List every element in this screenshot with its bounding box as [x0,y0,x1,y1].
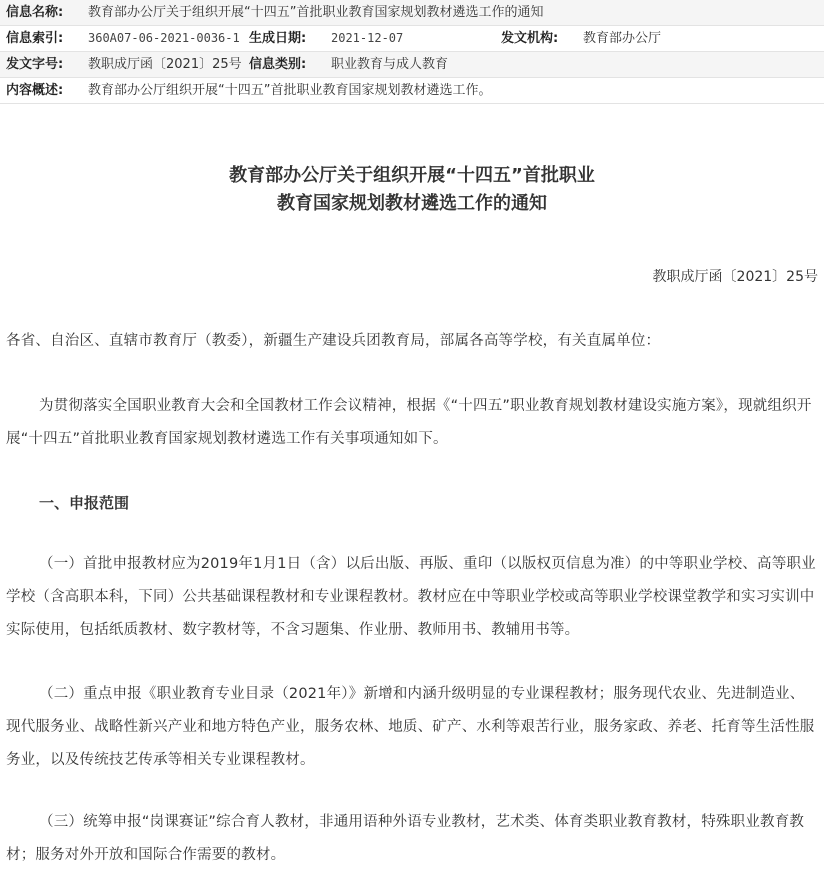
meta-row-index [0,26,824,52]
category-value: 职业教育与成人教育 [331,57,449,72]
date-label: 生成日期: [249,31,307,46]
docno-label: 发文字号: [6,57,64,72]
document-title [0,162,824,218]
salutation: 各省、自治区、直辖市教育厅（教委），新疆生产建设兵团教育局，部属各高等学校，有关直属单位： [6,333,661,349]
document-number: 教职成厅函〔2021〕25号 [652,269,818,285]
metadata-table [0,0,824,104]
meta-row-docno [0,52,824,78]
intro-paragraph: 为贯彻落实全国职业教育大会和全国教材工作会议精神，根据《“十四五”职业教育规划教材建设实施方案》，现就组织开展“十四五”首批职业教育国家规划教材遴选工作有关事项通知如下。 [6,398,812,447]
issuer-value: 教育部办公厅 [583,31,662,46]
name-value: 教育部办公厅关于组织开展“十四五”首批职业教育国家规划教材遴选工作的通知 [88,5,544,20]
title-line-1: 教育部办公厅关于组织开展“十四五”首批职业 [229,165,595,186]
meta-row-summary [0,78,824,104]
section-heading: 一、申报范围 [39,494,130,512]
date-value: 2021-12-07 [331,31,404,45]
summary-label: 内容概述: [6,83,64,98]
issuer-label: 发文机构: [501,31,559,46]
summary-value: 教育部办公厅组织开展“十四五”首批职业教育国家规划教材遴选工作。 [88,83,492,98]
category-label: 信息类别: [249,57,307,72]
item-2-paragraph: （二）重点申报《职业教育专业目录（2021年）》新增和内涵升级明显的专业课程教材；服务现代农业、先进制造业、现代服务业、战略性新兴产业和地方特色产业，服务农林、地质、矿产、水利等艰苦行业，服务家政、养老、托育等生活性服务业，以及传统技艺传承等相关专业课程教材。 [6,686,815,768]
item-3-paragraph: （三）统筹申报“岗课赛证”综合育人教材，非通用语种外语专业教材，艺术类、体育类职业教育教材，特殊职业教育教材；服务对外开放和国际合作需要的教材。 [6,814,805,863]
title-line-2: 教育国家规划教材遴选工作的通知 [277,193,547,214]
meta-row-name [0,0,824,26]
item-1-paragraph: （一）首批申报教材应为2019年1月1日（含）以后出版、再版、重印（以版权页信息为准）的中等职业学校、高等职业学校（含高职本科，下同）公共基础课程教材和专业课程教材。教材应在中等职业学校或高等职业学校课堂教学和实习实训中实际使用，包括纸质教材、数字教材等，不含习题集、作业册、教师用书、教辅用书等。 [6,556,816,638]
index-value: 360A07-06-2021-0036-1 [88,31,240,45]
name-label: 信息名称: [6,5,64,20]
docno-value: 教职成厅函〔2021〕25号 [88,57,242,72]
index-label: 信息索引: [6,31,64,46]
